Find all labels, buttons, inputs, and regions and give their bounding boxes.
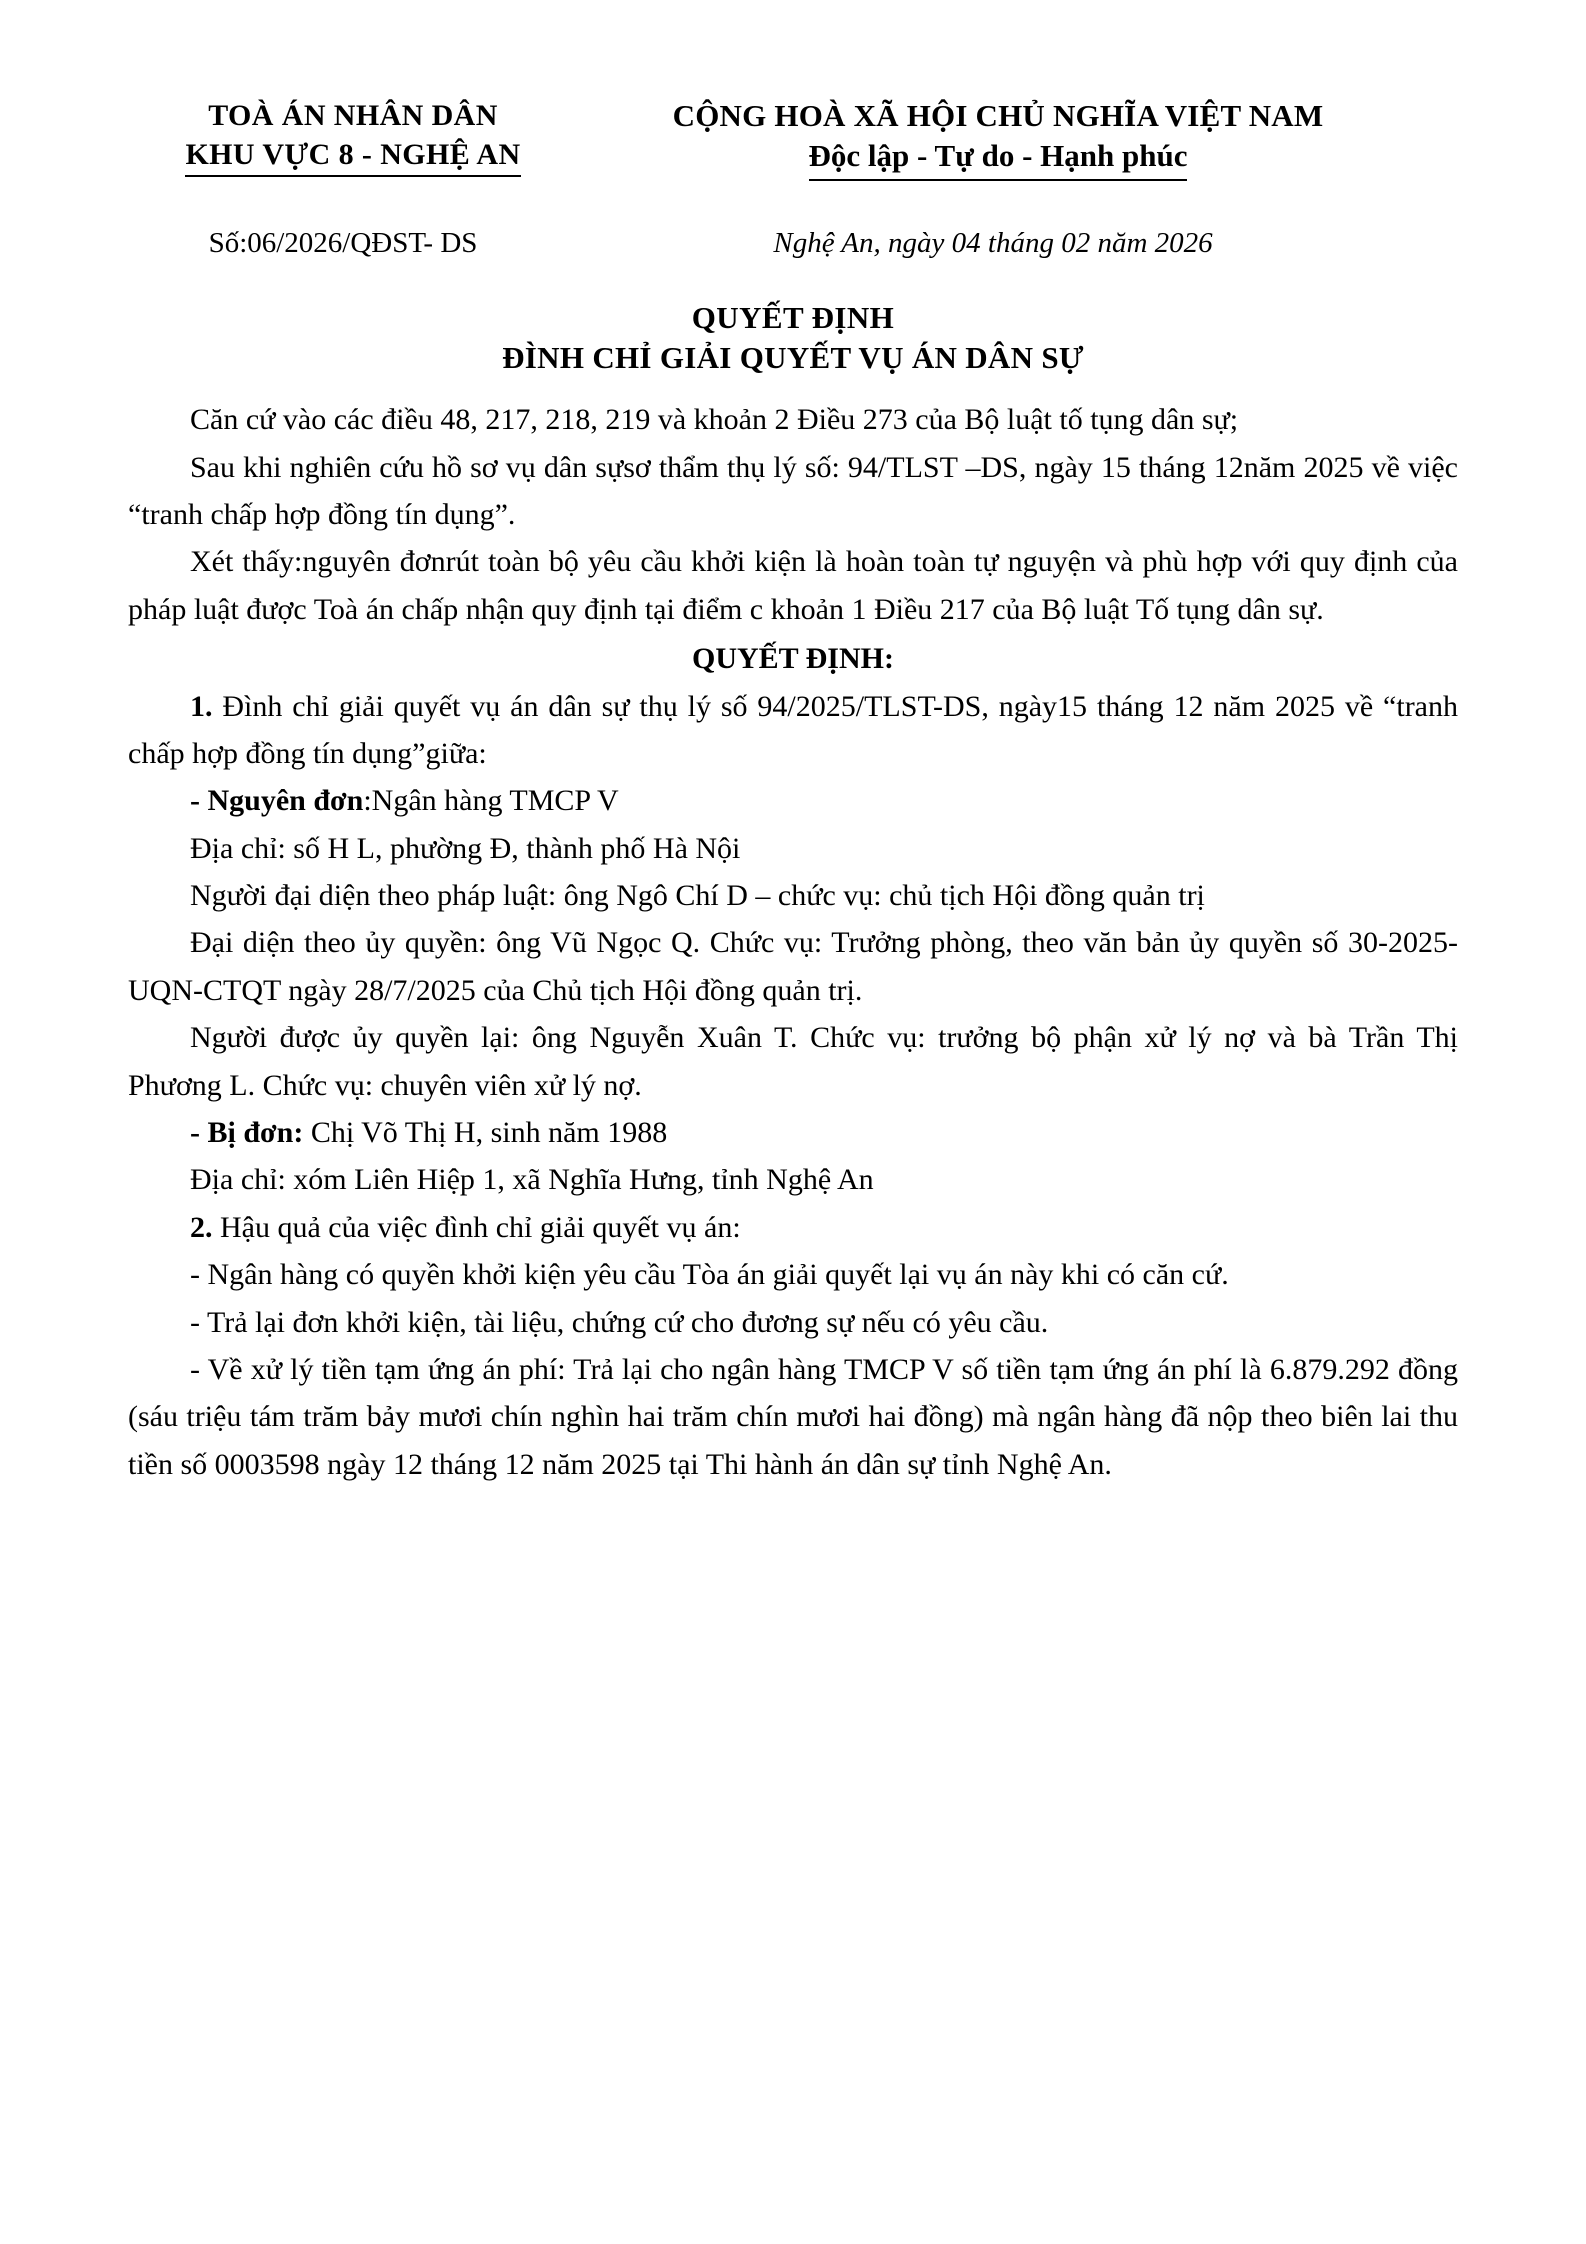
place-and-date: Nghệ An, ngày 04 tháng 02 năm 2026 <box>773 226 1213 259</box>
document-meta <box>128 227 1458 260</box>
item-1-text: Đình chỉ giải quyết vụ án dân sự thụ lý số 94/2025/TLST-DS, ngày15 tháng 12 năm 2025 về “tranh chấp hợp đồng tín dụng”giữa: <box>128 689 1458 770</box>
item-1-number: 1. <box>190 689 213 723</box>
paragraph-findings: Xét thấy:nguyên đơnrút toàn bộ yêu cầu khởi kiện là hoàn toàn tự nguyện và phù hợp với quy định của pháp luật được Toà án chấp nhận quy định tại điểm c khoản 1 Điều 217 của Bộ luật Tố tụng dân sự. <box>128 545 1458 626</box>
national-title: CỘNG HOÀ XÃ HỘI CHỦ NGHĨA VIỆT NAM <box>672 98 1324 133</box>
defendant-address: Địa chỉ: xóm Liên Hiệp 1, xã Nghĩa Hưng, tỉnh Nghệ An <box>190 1163 874 1197</box>
decision-heading: QUYẾT ĐỊNH: <box>692 642 894 676</box>
plaintiff-label: - Nguyên đơn <box>190 784 364 818</box>
document-number: Số:06/2026/QĐST- DS <box>208 226 478 259</box>
decision-item-1 <box>128 683 1458 778</box>
item-2-number: 2. <box>190 1210 213 1244</box>
sub-authorized-representative: Người được ủy quyền lại: ông Nguyễn Xuân T. Chức vụ: trưởng bộ phận xử lý nợ và bà Trần Thị Phương L. Chức vụ: chuyên viên xử lý nợ. <box>128 1021 1458 1102</box>
paragraph-case-review: Sau khi nghiên cứu hồ sơ vụ dân sựsơ thẩm thụ lý số: 94/TLST –DS, ngày 15 tháng 12năm 2025 về việc “tranh chấp hợp đồng tín dụng”. <box>128 450 1458 531</box>
plaintiff-line <box>128 777 1458 824</box>
document-header <box>128 96 1458 181</box>
item-2-text: Hậu quả của việc đình chỉ giải quyết vụ án: <box>212 1210 741 1244</box>
national-heading <box>548 96 1458 181</box>
consequence-item-3: - Về xử lý tiền tạm ứng án phí: Trả lại cho ngân hàng TMCP V số tiền tạm ứng án phí là 6.879.292 đồng (sáu triệu tám trăm bảy mươi chín nghìn hai trăm chín mươi hai đồng) mà ngân hàng đã nộp theo biên lai thu tiền số 0003598 ngày 12 tháng 12 năm 2025 tại Thi hành án dân sự tỉnh Nghệ An. <box>128 1353 1458 1481</box>
defendant-line <box>128 1109 1458 1156</box>
issuing-authority <box>128 96 548 177</box>
consequence-item-2: - Trả lại đơn khởi kiện, tài liệu, chứng cứ cho đương sự nếu có yêu cầu. <box>190 1305 1049 1339</box>
consequence-item-1: - Ngân hàng có quyền khởi kiện yêu cầu Tòa án giải quyết lại vụ án này khi có căn cứ. <box>190 1258 1229 1292</box>
document-body <box>128 396 1458 1488</box>
plaintiff-name: :Ngân hàng TMCP V <box>363 784 619 818</box>
defendant-label: - Bị đơn: <box>190 1116 304 1150</box>
court-name-line2: KHU VỰC 8 - NGHỆ AN <box>185 135 520 177</box>
national-motto: Độc lập - Tự do - Hạnh phúc <box>809 136 1188 180</box>
paragraph-legal-basis: Căn cứ vào các điều 48, 217, 218, 219 và khoản 2 Điều 273 của Bộ luật tố tụng dân sự; <box>190 403 1239 437</box>
legal-representative: Người đại diện theo pháp luật: ông Ngô Chí D – chức vụ: chủ tịch Hội đồng quản trị <box>190 879 1205 913</box>
decision-item-2 <box>128 1204 1458 1251</box>
title-line-2: ĐÌNH CHỈ GIẢI QUYẾT VỤ ÁN DÂN SỰ <box>502 339 1084 375</box>
authorized-representative: Đại diện theo ủy quyền: ông Vũ Ngọc Q. Chức vụ: Trưởng phòng, theo văn bản ủy quyền số 30-2025-UQN-CTQT ngày 28/7/2025 của Chủ tịch Hội đồng quản trị. <box>128 926 1458 1007</box>
plaintiff-address: Địa chỉ: số H L, phường Đ, thành phố Hà Nội <box>190 831 741 865</box>
defendant-name: Chị Võ Thị H, sinh năm 1988 <box>303 1116 668 1150</box>
document-title <box>128 298 1458 379</box>
title-line-1: QUYẾT ĐỊNH <box>691 299 895 335</box>
court-name-line1: TOÀ ÁN NHÂN DÂN <box>208 99 498 132</box>
